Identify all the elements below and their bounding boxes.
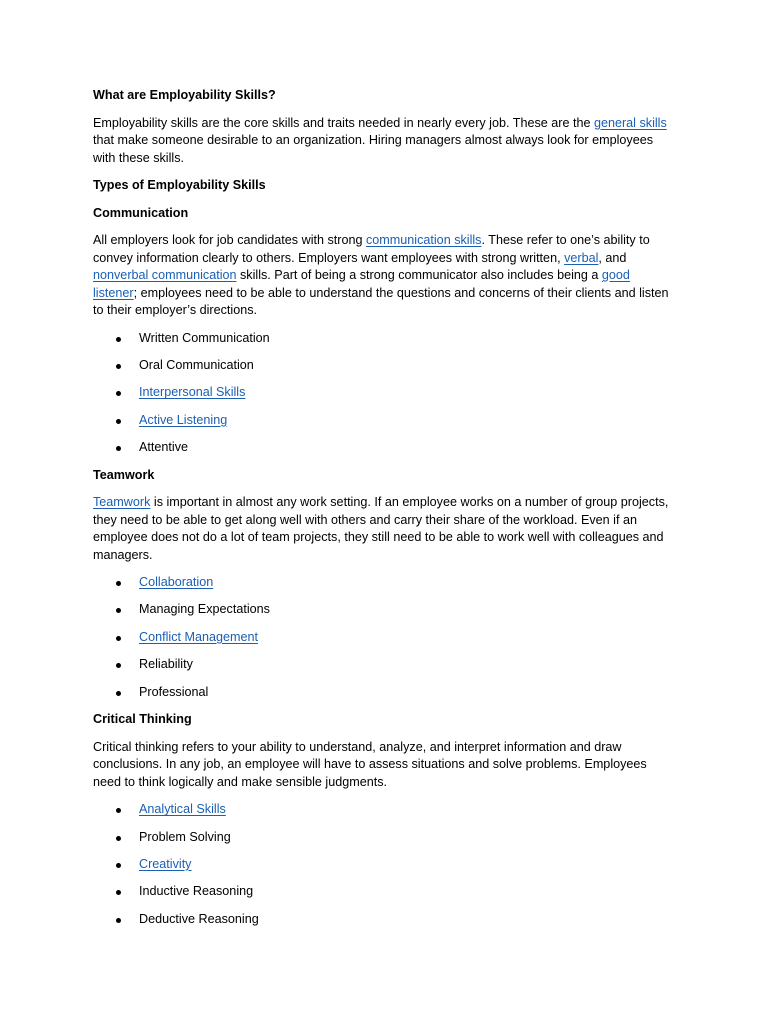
bullet-icon: [116, 890, 121, 895]
critical-thinking-paragraph: Critical thinking refers to your ability to understand, analyze, and interpret information and draw conclusions. In any job, an employee will have to assess situations and solve problems. Employees need to think logically and make sensible judgments.: [93, 739, 647, 789]
list-item-label: Deductive Reasoning: [139, 911, 259, 926]
critical-thinking-heading: Critical Thinking: [93, 712, 192, 727]
bullet-icon: [116, 337, 121, 342]
intro-text-2: that make someone desirable to an organization. Hiring managers almost always look for employees with these skills.: [93, 133, 654, 165]
list-item-label: Reliability: [139, 657, 193, 672]
bullet-icon: [116, 446, 121, 451]
communication-paragraph: [93, 232, 677, 320]
bullet-icon: [116, 918, 121, 923]
teamwork-paragraph: [93, 494, 677, 564]
bullet-icon: [116, 364, 121, 369]
bullet-icon: [116, 391, 121, 396]
list-item[interactable]: [93, 574, 677, 592]
list-item-label: Inductive Reasoning: [139, 884, 254, 899]
list-item-link[interactable]: Analytical Skills: [139, 802, 226, 817]
list-item-label: Problem Solving: [139, 829, 231, 844]
list-item[interactable]: [93, 801, 677, 819]
bullet-icon: [116, 608, 121, 613]
bullet-icon: [116, 581, 121, 586]
list-item-link[interactable]: Collaboration: [139, 575, 214, 590]
communication-text-1: All employers look for job candidates with strong: [93, 233, 366, 247]
communication-list: [93, 330, 677, 457]
list-item: [93, 601, 677, 619]
list-item: [93, 883, 677, 901]
bullet-icon: [116, 808, 121, 813]
verbal-link[interactable]: verbal: [564, 250, 599, 265]
list-item-label: Written Communication: [139, 330, 270, 345]
bullet-icon: [116, 419, 121, 424]
teamwork-link[interactable]: Teamwork: [93, 495, 151, 510]
communication-heading: Communication: [93, 205, 189, 220]
list-item: [93, 829, 677, 847]
communication-text-2: . These refer to one’s ability to convey information clearly to others. Employers want employees with strong written,: [93, 233, 650, 265]
bullet-icon: [116, 636, 121, 641]
intro-text-1: Employability skills are the core skills and traits needed in nearly every job. These are the: [93, 115, 594, 130]
list-item-link[interactable]: Interpersonal Skills: [139, 385, 246, 400]
types-heading: Types of Employability Skills: [93, 178, 266, 192]
list-item: [93, 911, 677, 929]
teamwork-heading: Teamwork: [93, 467, 155, 482]
list-item: [93, 357, 677, 375]
list-item-link[interactable]: Conflict Management: [139, 629, 259, 644]
list-item-label: Oral Communication: [139, 357, 254, 372]
intro-paragraph: [93, 115, 677, 168]
teamwork-list: [93, 574, 677, 701]
nonverbal-communication-link[interactable]: nonverbal communication: [93, 268, 237, 282]
page-title: What are Employability Skills?: [93, 88, 276, 102]
list-item: [93, 439, 677, 457]
document-body: [93, 87, 677, 938]
list-item[interactable]: [93, 629, 677, 647]
list-item-link[interactable]: Creativity: [139, 856, 192, 871]
list-item-link[interactable]: Active Listening: [139, 412, 228, 427]
list-item[interactable]: [93, 412, 677, 430]
list-item[interactable]: [93, 384, 677, 402]
list-item-label: Attentive: [139, 440, 189, 455]
list-item-label: Professional: [139, 684, 209, 699]
communication-skills-link[interactable]: communication skills: [366, 233, 482, 247]
bullet-icon: [116, 691, 121, 696]
critical-thinking-list: [93, 801, 677, 928]
teamwork-text-1: is important in almost any work setting. If an employee works on a number of group projects, they need to be able to get along well with others and carry their share of the workload. Even if an employee does not do a lot of team projects, they still need to be able to work well with colleagues and managers.: [93, 495, 669, 562]
list-item-label: Managing Expectations: [139, 602, 270, 617]
communication-text-4: skills. Part of being a strong communicator also includes being a: [236, 268, 602, 282]
communication-text-5: ; employees need to be able to understand the questions and concerns of their clients and listen to their employer’s directions.: [93, 285, 669, 317]
list-item[interactable]: [93, 856, 677, 874]
list-item: [93, 330, 677, 348]
bullet-icon: [116, 663, 121, 668]
list-item: [93, 684, 677, 702]
good-listener-link[interactable]: good listener: [93, 268, 630, 300]
bullet-icon: [116, 836, 121, 841]
communication-text-3: , and: [598, 250, 627, 265]
general-skills-link[interactable]: general skills: [593, 115, 667, 130]
list-item: [93, 656, 677, 674]
bullet-icon: [116, 863, 121, 868]
